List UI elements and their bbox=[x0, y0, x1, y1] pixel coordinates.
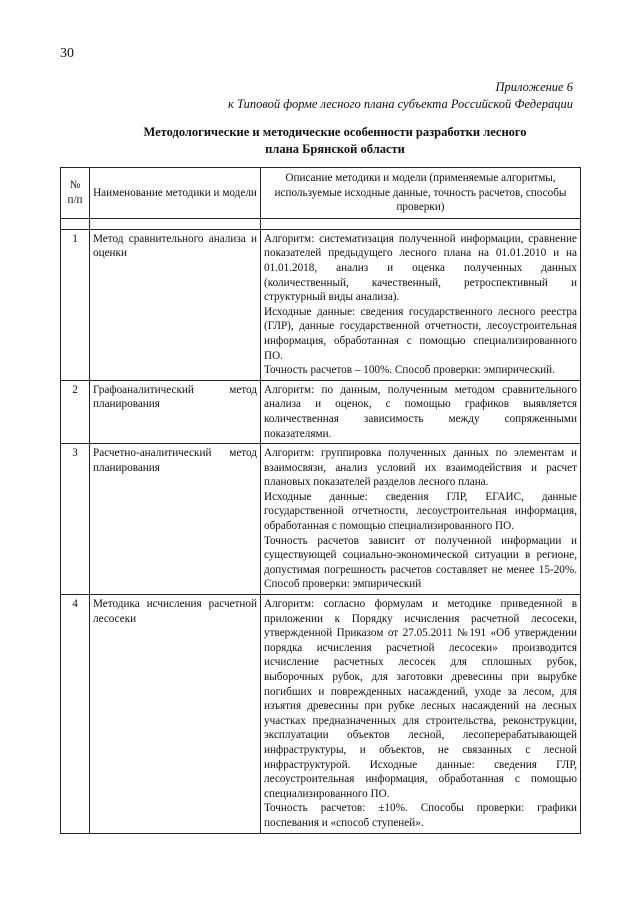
description-paragraph: Алгоритм: по данным, полученным методом сравнительного анализа и оценок, с помощью графиков выявляется количественная зависимость между сопряженными показателями. bbox=[264, 383, 577, 440]
page-number: 30 bbox=[60, 46, 74, 61]
header-method-name: Наименование методики и модели bbox=[90, 168, 261, 219]
table-spacer-row bbox=[61, 218, 581, 229]
table-row bbox=[61, 229, 581, 380]
method-name: Расчетно-аналитический метод планирования bbox=[90, 444, 261, 595]
appendix-title: Приложение 6 bbox=[495, 80, 573, 94]
method-name: Графоаналитический метод планирования bbox=[90, 380, 261, 443]
table-row bbox=[61, 444, 581, 595]
row-number: 3 bbox=[61, 444, 90, 595]
table-row bbox=[61, 380, 581, 443]
method-name: Метод сравнительного анализа и оценки bbox=[90, 229, 261, 380]
method-description bbox=[261, 380, 581, 443]
table-row bbox=[61, 595, 581, 834]
document-title-line-1: Методологические и методические особенности разработки лесного bbox=[143, 125, 527, 139]
row-number: 4 bbox=[61, 595, 90, 834]
description-paragraph: Алгоритм: согласно формулам и методике приведенной в приложении к Порядку исчисления расчетной лесосеки, утвержденной Приказом от 27.05.2011 №191 «Об утверждении порядка исчисления расчетной лесосеки» производится исчисление расчетных лесосек для сплошных рубок, выборочных рубок, для заготовки древесины при вырубке погибших и поврежденных насаждений, уходе за лесом, для изъятия древесины при рубке лесных насаждений на лесных участках предназначенных для строительства, реконструкции, эксплуатации объектов лесной, лесоперерабатывающей инфраструктуры, и объектов, не связанных с лесной инфраструктурой. Исходные данные: сведения ГЛР, лесоустроительная информация, обработанная с помощью специализированного ПО. bbox=[264, 598, 577, 800]
description-paragraph: Алгоритм: систематизация полученной информации, сравнение показателей предыдущего лесного плана на 01.01.2010 и на 01.01.2018, анализ и оценка полученных данных (количественный, качественный, ретроспективный и структурный виды анализа). bbox=[264, 232, 577, 304]
description-paragraph: Точность расчетов: ±10%. Способы проверки: графики поспевания и «способ ступеней». bbox=[264, 802, 577, 829]
appendix-reference bbox=[228, 79, 573, 113]
method-name: Методика исчисления расчетной лесосеки bbox=[90, 595, 261, 834]
document-title bbox=[110, 124, 560, 158]
description-paragraph: Алгоритм: группировка полученных данных по элементам и взаимосвязи, анализ условий их взаимодействия и расчет плановых показателей разделов лесного плана. bbox=[264, 447, 577, 489]
description-paragraph: Исходные данные: сведения ГЛР, ЕГАИС, данные государственной отчетности, лесоустроительная информация, обработанная с помощью специализированного ПО. bbox=[264, 490, 577, 533]
method-description bbox=[261, 229, 581, 380]
methods-table bbox=[60, 167, 581, 834]
description-paragraph: Точность расчетов зависит от полученной информации и существующей социально-экономической ситуации в регионе, допустимая погрешность расчетов составляет не менее 15-20%. Способ проверки: эмпирический bbox=[264, 534, 577, 591]
description-paragraph: Точность расчетов – 100%. Способ проверки: эмпирический. bbox=[264, 364, 555, 377]
description-paragraph: Исходные данные: сведения государственного лесного реестра (ГЛР), данные государственной отчетности, лесоустроительная информация, обработанная с помощью специализированного ПО. bbox=[264, 305, 577, 362]
row-number: 1 bbox=[61, 229, 90, 380]
header-description: Описание методики и модели (применяемые алгоритмы, используемые исходные данные, точность расчетов, способы проверки) bbox=[261, 168, 581, 219]
method-description bbox=[261, 444, 581, 595]
table-header-row bbox=[61, 168, 581, 219]
appendix-subtitle: к Типовой форме лесного плана субъекта Российской Федерации bbox=[228, 97, 573, 111]
row-number: 2 bbox=[61, 380, 90, 443]
document-title-line-2: плана Брянской области bbox=[265, 142, 405, 156]
method-description bbox=[261, 595, 581, 834]
header-number: № п/п bbox=[61, 168, 90, 219]
